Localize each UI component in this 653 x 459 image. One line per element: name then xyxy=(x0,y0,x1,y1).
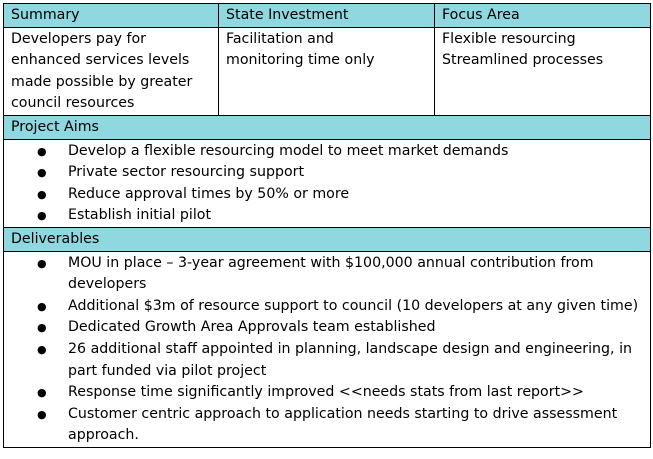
aim-text: Reduce approval times by 50% or more xyxy=(68,185,350,202)
project-aims-cell xyxy=(4,139,651,227)
focus-area-line: Flexible resourcing xyxy=(442,30,576,47)
deliverable-text: Additional $3m of resource support to council (10 developers at any given time) xyxy=(68,297,639,314)
deliverable-text: Dedicated Growth Area Approvals team established xyxy=(68,319,436,336)
deliverable-text: Response time significantly improved <<needs stats from last report>> xyxy=(68,384,584,401)
project-aims-list xyxy=(11,141,643,227)
list-item xyxy=(37,205,643,227)
deliverables-list xyxy=(11,253,643,447)
summary-header: Summary xyxy=(4,4,219,28)
list-item xyxy=(37,339,643,382)
state-investment-cell xyxy=(219,27,435,115)
deliverable-text: Customer centric approach to application needs starting to drive assessment approach. xyxy=(68,405,618,444)
list-item xyxy=(37,184,643,206)
focus-area-line: Streamlined processes xyxy=(442,52,604,69)
aim-text: Private sector resourcing support xyxy=(68,164,305,181)
deliverable-text: MOU in place – 3-year agreement with $100,000 annual contribution from developers xyxy=(68,254,594,293)
bullet-icon: ● xyxy=(37,407,47,421)
project-aims-title: Project Aims xyxy=(4,115,651,139)
state-investment-line: monitoring time only xyxy=(226,52,375,69)
list-item xyxy=(37,317,643,339)
project-summary-table xyxy=(3,3,651,448)
focus-area-header: Focus Area xyxy=(435,4,651,28)
bullet-icon: ● xyxy=(37,187,47,201)
bullet-icon: ● xyxy=(37,166,47,180)
bullet-icon: ● xyxy=(37,209,47,223)
summary-line: made possible by greater xyxy=(11,73,193,90)
bullet-icon: ● xyxy=(37,144,47,158)
bullet-icon: ● xyxy=(37,321,47,335)
deliverables-cell xyxy=(4,251,651,447)
list-item xyxy=(37,404,643,447)
bullet-icon: ● xyxy=(37,342,47,356)
deliverable-text: 26 additional staff appointed in planning, landscape design and engineering, in part funded via pilot project xyxy=(68,340,633,379)
bullet-icon: ● xyxy=(37,299,47,313)
list-item xyxy=(37,162,643,184)
list-item xyxy=(37,141,643,163)
list-item xyxy=(37,253,643,296)
deliverables-row xyxy=(4,251,651,447)
summary-cell xyxy=(4,27,219,115)
project-aims-row xyxy=(4,139,651,227)
summary-line: enhanced services levels xyxy=(11,52,190,69)
list-item xyxy=(37,296,643,318)
project-aims-header-row xyxy=(4,115,651,139)
bullet-icon: ● xyxy=(37,386,47,400)
deliverables-title: Deliverables xyxy=(4,227,651,251)
state-investment-line: Facilitation and xyxy=(226,30,334,47)
overview-row xyxy=(4,27,651,115)
aim-text: Establish initial pilot xyxy=(68,207,212,224)
state-investment-header: State Investment xyxy=(219,4,435,28)
summary-line: council resources xyxy=(11,95,135,112)
deliverables-header-row xyxy=(4,227,651,251)
summary-line: Developers pay for xyxy=(11,30,146,47)
list-item xyxy=(37,382,643,404)
bullet-icon: ● xyxy=(37,256,47,270)
header-row xyxy=(4,4,651,28)
focus-area-cell xyxy=(435,27,651,115)
aim-text: Develop a flexible resourcing model to meet market demands xyxy=(68,142,509,159)
